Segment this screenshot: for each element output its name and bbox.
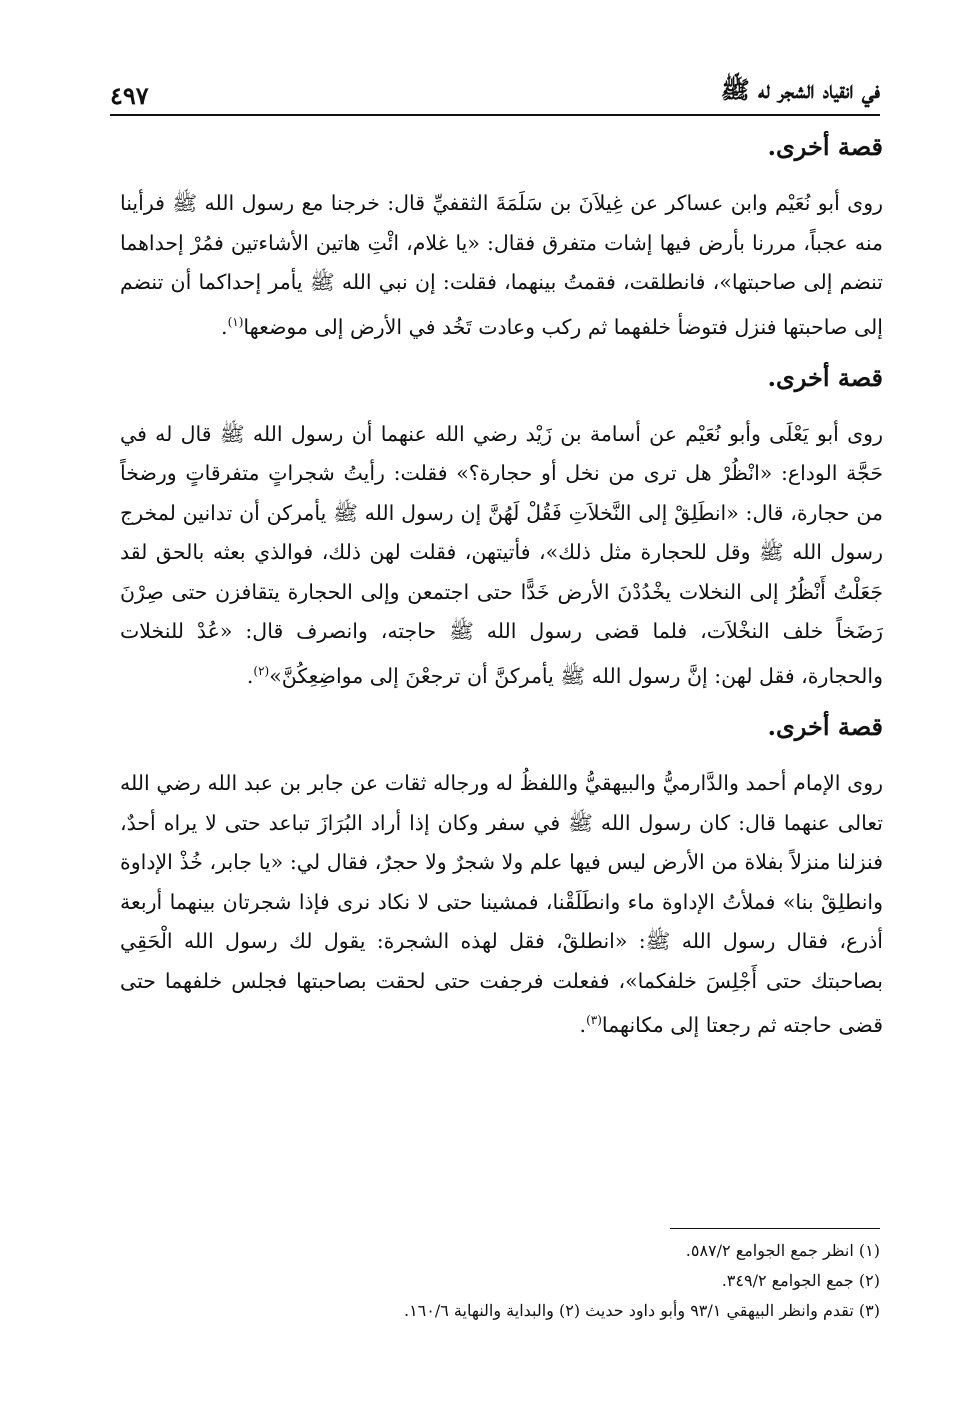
footnotes	[120, 1236, 880, 1326]
paragraph-text: روى أبو يَعْلَى وأبو نُعَيْم عن أسامة بن زَيْد رضي الله عنهما أن رسول الله ﷺ قال له في حَجَّة الوداع: «انْظُرْ هل ترى من نخل أو حجارة؟» فقلت: رأيتُ شجراتٍ متفرقاتٍ ورضخاً من حجارة، قال: «انطَلِقْ إلى النَّخلاَتِ فَقُلْ لَهُنَّ إن رسول الله ﷺ يأمركن أن تدانين لمخرج رسول الله ﷺ وقل للحجارة مثل ذلك»، فأتيتهن، فقلت لهن ذلك، فوالذي بعثه بالحق لقد جَعَلْتُ أَنْظُرُ إلى النخلات يخْدُدْنَ الأرض خَدًّا حتى اجتمعن وإلى الحجارة يتقافزن حتى صِرْنَ رَضَخاً خلف النخْلاَت، فلما قضى رسول الله ﷺ حاجته، وانصرف قال: «عُدْ للنخلات والحجارة، فقل لهن: إنَّ رسول الله ﷺ يأمركنَّ أن ترجعْنَ إلى مواضِعِكُنَّ»	[120, 421, 883, 688]
footnote-item: (١) انظر جمع الجوامع ٥٨٧/٢.	[685, 1241, 880, 1260]
story-section	[120, 710, 883, 1045]
chapter-title: في انقياد الشجر له ﷺ	[720, 75, 880, 104]
footnote-item: (٣) تقدم وانظر البيهقي ٩٣/١ وأبو داود حديث (٢) والبداية والنهاية ١٦٠/٦.	[403, 1301, 880, 1320]
running-header	[110, 70, 880, 116]
paragraph: روى أبو نُعَيْم وابن عساكر عن غِيلاَنَ بن سَلَمَةَ الثقفيِّ قال: خرجنا مع رسول الله ﷺ فرأينا منه عجباً، مررنا بأرض فيها إشات متفرق فقال: «يا غلام، ائْتِ هاتين الأشاءتين فمُرْ إحداهما تنضم إلى صاحبتها»، فانطلقت، فقمتُ بينهما، فقلت: إن نبي الله ﷺ يأمر إحداكما أن تنضم إلى صاحبتها فنزل فتوضأ خلفهما ثم ركب وعادت تَخُد في الأرض إلى موضعها$^{(١)}$.	[120, 191, 883, 339]
section-heading: قصة أخرى.	[767, 132, 883, 161]
footnote-ref[interactable]: (١)	[227, 314, 244, 329]
main-text	[120, 120, 883, 1059]
footnote-item: (٢) جمع الجوامع ٣٤٩/٢.	[721, 1271, 880, 1290]
paragraph: روى الإمام أحمد والدَّارميُّ والبيهقيُّ واللفظُ له ورجاله ثقات عن جابر بن عبد الله رضي الله تعالى عنهما قال: كان رسول الله ﷺ في سفر وكان إذا أراد البُرَازَ تباعد حتى لا يراه أحدٌ، فنزلنا منزلاً بفلاة من الأرض ليس فيها علم ولا شجرٌ ولا حجرٌ، فقال لي: «يا جابر، خُذْ الإداوة وانطلِقْ بنا» فملأتُ الإداوة ماء وانطَلَقْنا، فمشينا حتى لا نكاد نرى فإذا شجرتان بينهما أربعة أذرع، فقال رسول الله ﷺ: «انطلقْ، فقل لهذه الشجرة: يقول لك رسول الله الْحَقِي بصاحبتك حتى أَجْلِسَ خلفكما»، ففعلت فرجفت حتى لحقت بصاحبتها فجلس خلفهما حتى قضى حاجته ثم رجعتا إلى مكانهما$^{(٣)}$.	[120, 771, 883, 1037]
story-section	[120, 361, 883, 696]
footnote-ref[interactable]: (٢)	[253, 663, 270, 678]
paragraph-text: روى أبو نُعَيْم وابن عساكر عن غِيلاَنَ بن سَلَمَةَ الثقفيِّ قال: خرجنا مع رسول الله ﷺ فرأينا منه عجباً، مررنا بأرض فيها إشات متفرق فقال: «يا غلام، ائْتِ هاتين الأشاءتين فمُرْ إحداهما تنضم إلى صاحبتها»، فانطلقت، فقمتُ بينهما، فقلت: إن نبي الله ﷺ يأمر إحداكما أن تنضم إلى صاحبتها فنزل فتوضأ خلفهما ثم ركب وعادت تَخُد في الأرض إلى موضعها	[120, 191, 883, 339]
story-section	[120, 130, 883, 347]
section-heading: قصة أخرى.	[767, 362, 883, 392]
section-heading: قصة أخرى.	[767, 712, 883, 742]
footnote-divider	[670, 1228, 880, 1229]
paragraph: روى أبو يَعْلَى وأبو نُعَيْم عن أسامة بن زَيْد رضي الله عنهما أن رسول الله ﷺ قال له في حَجَّة الوداع: «انْظُرْ هل ترى من نخل أو حجارة؟» فقلت: رأيتُ شجراتٍ متفرقاتٍ ورضخاً من حجارة، قال: «انطَلِقْ إلى النَّخلاَتِ فَقُلْ لَهُنَّ إن رسول الله ﷺ يأمركن أن تدانين لمخرج رسول الله ﷺ وقل للحجارة مثل ذلك»، فأتيتهن، فقلت لهن ذلك، فوالذي بعثه بالحق لقد جَعَلْتُ أَنْظُرُ إلى النخلات يخْدُدْنَ الأرض خَدًّا حتى اجتمعن وإلى الحجارة يتقافزن حتى صِرْنَ رَضَخاً خلف النخْلاَت، فلما قضى رسول الله ﷺ حاجته، وانصرف قال: «عُدْ للنخلات والحجارة، فقل لهن: إنَّ رسول الله ﷺ يأمركنَّ أن ترجعْنَ إلى مواضِعِكُنَّ»$^{(٢)}$.	[120, 421, 883, 688]
paragraph-text: روى الإمام أحمد والدَّارميُّ والبيهقيُّ واللفظُ له ورجاله ثقات عن جابر بن عبد الله رضي الله تعالى عنهما قال: كان رسول الله ﷺ في سفر وكان إذا أراد البُرَازَ تباعد حتى لا يراه أحدٌ، فنزلنا منزلاً بفلاة من الأرض ليس فيها علم ولا شجرٌ ولا حجرٌ، فقال لي: «يا جابر، خُذْ الإداوة وانطلِقْ بنا» فملأتُ الإداوة ماء وانطَلَقْنا، فمشينا حتى لا نكاد نرى فإذا شجرتان بينهما أربعة أذرع، فقال رسول الله ﷺ: «انطلقْ، فقل لهذه الشجرة: يقول لك رسول الله الْحَقِي بصاحبتك حتى أَجْلِسَ خلفكما»، ففعلت فرجفت حتى لحقت بصاحبتها فجلس خلفهما حتى قضى حاجته ثم رجعتا إلى مكانهما	[120, 771, 883, 1037]
footnote-ref[interactable]: (٣)	[586, 1013, 602, 1028]
page-number: ٤٩٧	[110, 81, 149, 110]
